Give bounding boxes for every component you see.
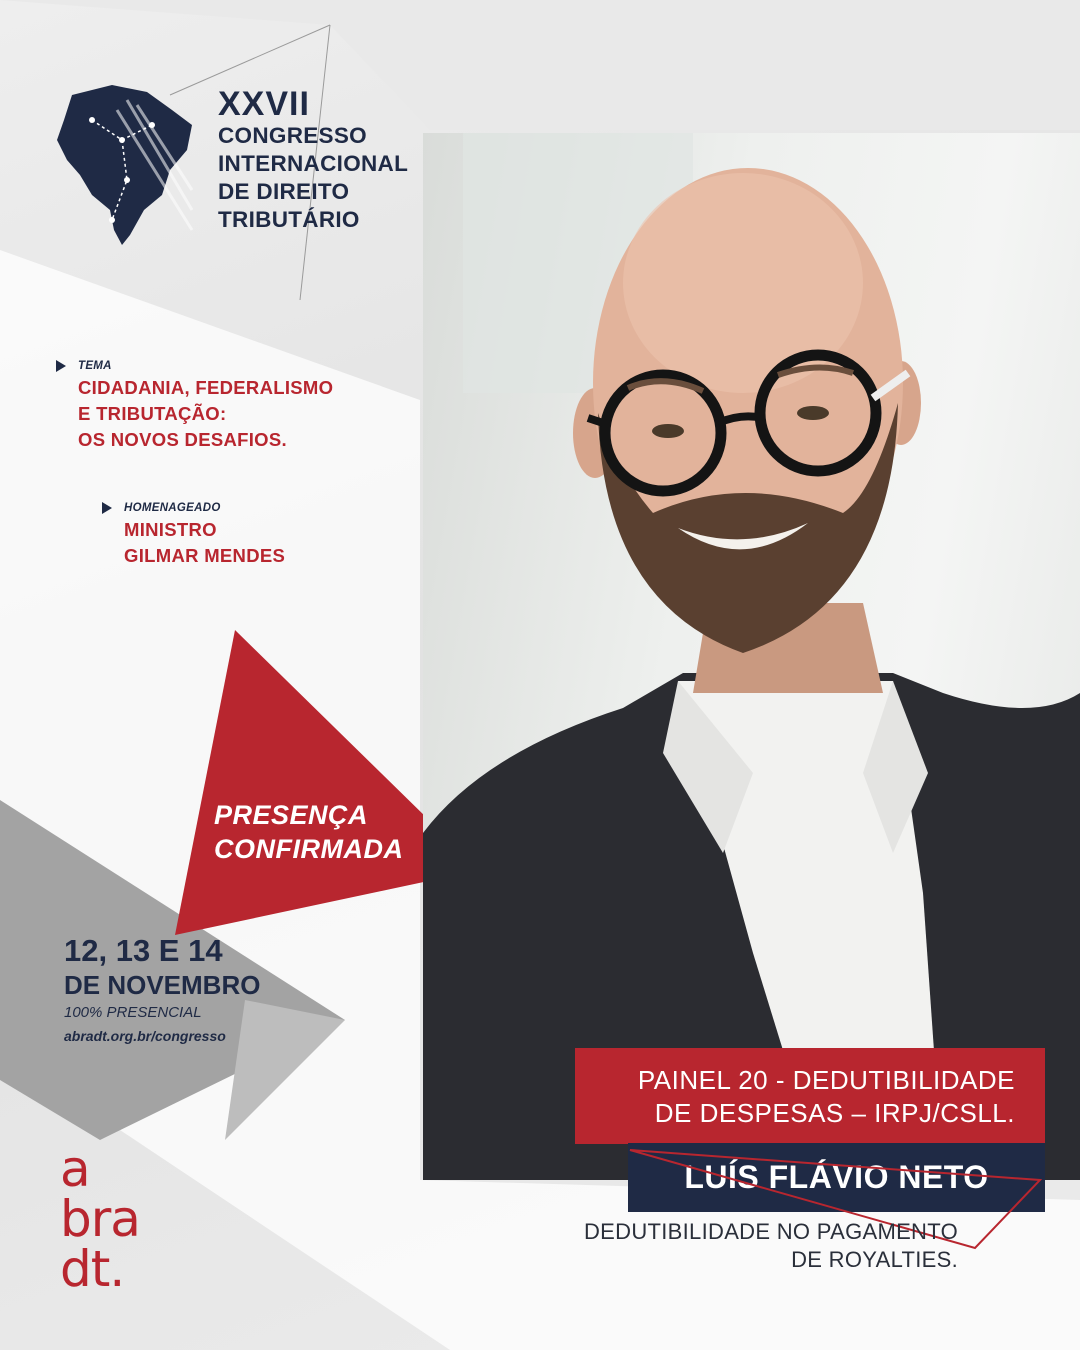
presence-confirmed [214,798,434,866]
abradt-logo-line: bra [60,1190,140,1248]
panel-title-line: PAINEL 20 - DEDUTIBILIDADE [637,1065,1015,1095]
event-month: DE NOVEMBRO [64,970,261,1000]
speaker-topic-line: DE ROYALTIES. [791,1247,958,1272]
homenageado-block [124,517,285,569]
tema-line: E TRIBUTAÇÃO: [78,403,227,424]
congress-title-line: TRIBUTÁRIO [218,207,360,232]
homenageado-label: HOMENAGEADO [124,502,221,514]
tema-block [78,375,333,453]
play-arrow-icon [56,360,66,372]
event-url-link[interactable]: abradt.org.br/congresso [64,1028,226,1044]
brazil-map-logo-icon [52,80,202,250]
congress-title-line: INTERNACIONAL [218,151,409,176]
event-dates [64,934,260,1048]
tema-line: OS NOVOS DESAFIOS. [78,429,287,450]
speaker-name: LUÍS FLÁVIO NETO [684,1159,989,1195]
congress-edition: XXVII [218,85,310,123]
abradt-logo-line: dt. [60,1240,125,1298]
abradt-logo-line: a [60,1140,90,1198]
homenageado-line: GILMAR MENDES [124,545,286,566]
tema-line: CIDADANIA, FEDERALISMO [78,377,334,398]
event-format: 100% PRESENCIAL [64,1004,202,1021]
presence-line: CONFIRMADA [214,834,404,864]
congress-title-line: DE DIREITO [218,179,350,204]
panel-title-line: DE DESPESAS – IRPJ/CSLL. [654,1098,1015,1128]
tema-label: TEMA [78,360,112,372]
speaker-photo [423,133,1080,1180]
presence-line: PRESENÇA [214,800,369,830]
panel-title [638,1064,1015,1130]
play-arrow-icon [102,502,112,514]
event-days: 12, 13 E 14 [64,933,223,968]
abradt-logo [60,1140,140,1298]
speaker-portrait-illustration [423,133,1080,1180]
congress-title-line: CONGRESSO [218,123,367,148]
congress-title [218,86,438,234]
speaker-topic [540,1218,958,1274]
speaker-topic-line: DEDUTIBILIDADE NO PAGAMENTO [583,1219,958,1244]
panel-banner [575,1048,1045,1144]
homenageado-line: MINISTRO [124,519,217,540]
